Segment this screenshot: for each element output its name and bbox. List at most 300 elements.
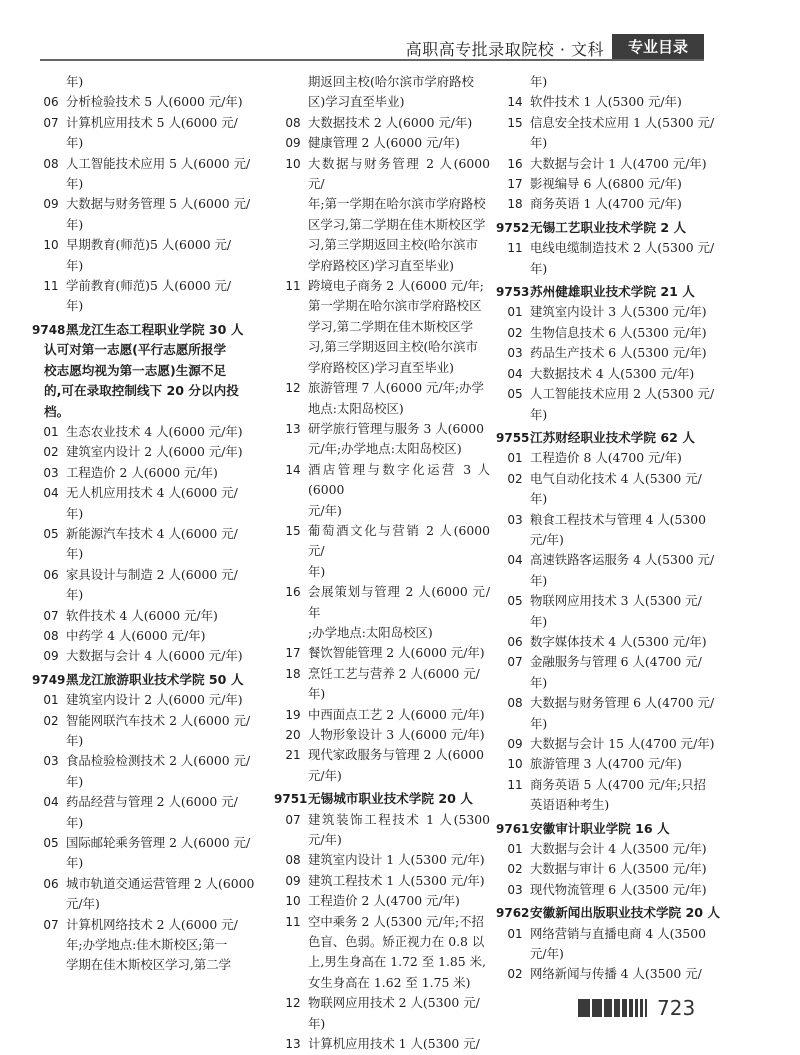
major-code: 06 [43,876,59,891]
major-text: 建筑室内设计 2 人(6000 元/年) [66,444,243,460]
entry-continuation: 年) [530,613,548,629]
major-entry [36,711,274,731]
major-text: 金融服务与管理 6 人(4700 元/ [530,654,702,670]
major-text: 现代物流管理 6 人(3500 元/年) [530,881,707,897]
major-code: 06 [43,567,59,582]
major-code: 02 [43,713,59,728]
major-entry [36,646,274,666]
major-code: 10 [285,894,301,909]
major-entry [500,924,720,944]
admission-note: 认可对第一志愿(平行志愿所报学 [44,342,227,358]
entry-continuation: 女生身高在 1.62 至 1.75 米) [308,974,471,990]
major-text: 大数据与审计 6 人(3500 元/年) [530,861,707,877]
major-code: 05 [507,594,523,609]
major-code: 11 [507,777,523,792]
admission-note: 的,可在录取控制线下 20 分以内投 [44,383,239,399]
major-entry [500,194,720,214]
major-entry [36,92,274,112]
major-entry [500,174,720,194]
entry-continuation: 年;第一学期在哈尔滨市学府路校 [308,196,486,212]
entry-continuation: 年) [308,686,326,702]
major-text: 建筑室内设计 1 人(5300 元/年) [308,852,485,868]
major-code: 07 [285,812,301,827]
school-code: 9749 [32,672,66,687]
major-entry [500,113,720,133]
major-entry [500,154,720,174]
entry-continuation: 年) [66,546,84,562]
school-heading [32,320,274,340]
major-code: 09 [285,873,301,888]
school-code: 9753 [496,285,530,300]
major-text: 家具设计与制造 2 人(6000 元/ [66,566,238,582]
major-code: 17 [507,177,523,192]
major-entry [278,460,490,501]
entry-continuation: 学府路校区)学习直至毕业) [308,359,454,375]
major-text: 城市轨道交通运营管理 2 人(6000 [66,875,255,891]
major-entry [500,302,720,322]
major-entry [500,448,720,468]
major-entry [36,235,274,255]
major-text: 新能源汽车技术 4 人(6000 元/ [66,525,238,541]
entry-continuation: 年) [66,257,84,273]
major-text: 中西面点工艺 2 人(6000 元/年) [308,706,485,722]
entry-continuation: 元/年) [530,531,564,547]
entry-continuation: 年) [308,1015,326,1031]
major-code: 07 [507,655,523,670]
major-entry [36,483,274,503]
major-entry [278,276,490,296]
major-code: 03 [507,882,523,897]
major-code: 07 [43,115,59,130]
entry-continuation: 学习,第二学期在佳木斯校区学 [308,318,474,334]
entry-continuation: 年) [530,74,548,89]
major-entry [36,792,274,812]
footer-bar [622,999,627,1017]
major-text: 网络营销与直播电商 4 人(3500 [530,925,707,941]
school-name: 黑龙江旅游职业技术学院 50 人 [66,671,244,687]
major-entry [36,690,274,710]
major-code: 08 [43,628,59,643]
school-heading [496,428,720,448]
major-text: 中药学 4 人(6000 元/年) [66,627,206,643]
major-code: 08 [285,853,301,868]
entry-continuation: 年) [308,563,326,579]
footer-bar [635,999,638,1017]
major-text: 工程造价 2 人(6000 元/年) [66,464,218,480]
major-entry [36,276,274,296]
major-entry [500,343,720,363]
major-text: 粮食工程技术与管理 4 人(5300 [530,511,707,527]
major-text: 大数据技术 4 人(5300 元/年) [530,365,695,381]
entry-continuation: 年) [66,135,84,151]
major-text: 酒店管理与数字化运营 3 人(6000 [308,461,490,498]
major-text: 大数据技术 2 人(6000 元/年) [308,114,473,130]
major-code: 11 [285,914,301,929]
major-code: 08 [285,115,301,130]
entry-continuation: 期返回主校(哈尔滨市学府路校 [308,74,474,89]
entry-continuation: 学期在佳木斯校区学习,第二学 [66,957,232,973]
major-text: 商务英语 1 人(4700 元/年) [530,196,682,212]
entry-continuation: 年) [66,298,84,314]
major-code: 21 [285,748,301,763]
major-code: 20 [285,728,301,742]
entry-continuation: 元/年) [66,896,100,912]
major-entry [500,591,720,611]
entry-continuation: 年;办学地点:佳木斯校区;第一 [66,937,228,953]
entry-continuation: ;办学地点:太阳岛校区) [308,624,433,640]
major-entry [278,891,490,911]
major-text: 工程造价 8 人(4700 元/年) [530,450,682,466]
major-code: 01 [43,693,59,708]
major-entry [278,745,490,765]
major-code: 11 [285,279,301,294]
major-entry [500,693,720,713]
major-entry [500,734,720,754]
major-text: 计算机网络技术 2 人(6000 元/ [66,916,238,932]
major-code: 15 [285,523,301,538]
major-text: 软件技术 1 人(5300 元/年) [530,94,682,110]
school-code: 9752 [496,220,530,235]
major-text: 大数据与会计 1 人(4700 元/年) [530,155,707,171]
entry-continuation: 年) [66,773,84,789]
entry-continuation: 年) [66,216,84,232]
school-heading [496,903,721,923]
major-code: 05 [507,387,523,402]
major-code: 03 [507,512,523,527]
major-code: 03 [43,465,59,480]
entry-continuation: 地点:太阳岛校区) [308,400,404,416]
entry-continuation: 区)学习直至毕业) [308,94,405,110]
major-code: 02 [507,862,523,877]
major-code: 17 [285,646,301,661]
major-entry [278,113,490,133]
footer-bar [592,999,602,1017]
major-text: 高速铁路客运服务 4 人(5300 元/ [530,552,715,568]
entry-continuation: 色盲、色弱。矫正视力在 0.8 以 [308,934,485,950]
major-code: 14 [507,95,523,110]
major-code: 09 [285,136,301,151]
school-name: 黑龙江生态工程职业学院 30 人 [66,321,244,337]
major-entry [278,419,490,439]
major-entry [500,964,720,984]
major-text: 计算机应用技术 1 人(5300 元/ [308,1036,480,1052]
section-badge: 专业目录 [612,34,704,60]
major-entry [278,993,490,1013]
major-entry [500,469,720,489]
major-code: 07 [43,917,59,932]
major-text: 网络新闻与传播 4 人(3500 元/ [530,966,702,982]
major-text: 软件技术 4 人(6000 元/年) [66,607,218,623]
major-entry [278,912,490,932]
entry-continuation: 学府路校区)学习直至毕业) [308,257,454,273]
entry-continuation: 年) [66,505,84,521]
major-entry [36,422,274,442]
major-code: 09 [43,649,59,664]
major-code: 18 [285,666,301,681]
major-entry [278,705,490,725]
major-text: 人工智能技术应用 2 人(5300 元/ [530,386,715,402]
major-code: 01 [507,842,523,857]
major-text: 会展策划与管理 2 人(6000 元/年 [308,584,490,620]
entry-continuation: 习,第三学期返回主校(哈尔滨市 [308,237,478,253]
major-text: 旅游管理 3 人(4700 元/年) [530,756,682,772]
page-header [0,0,800,62]
major-entry [500,859,720,879]
major-text: 食品检验检测技术 2 人(6000 元/ [66,753,251,769]
school-name: 无锡工艺职业技术学院 2 人 [530,219,687,235]
major-text: 建筑室内设计 3 人(5300 元/年) [530,304,707,320]
major-text: 建筑工程技术 1 人(5300 元/年) [308,872,485,888]
school-name: 江苏财经职业技术学院 62 人 [530,429,695,445]
major-entry [500,364,720,384]
major-entry [278,1034,490,1054]
footer-bar [578,999,590,1017]
major-code: 10 [43,238,59,253]
major-text: 影视编导 6 人(6800 元/年) [530,176,682,192]
school-code: 9751 [274,792,308,807]
major-text: 商务英语 5 人(4700 元/年;只招 [530,776,706,792]
entry-continuation: 元/年) [530,946,564,962]
column-left [32,72,274,976]
major-code: 13 [285,1037,301,1052]
major-entry [278,810,490,851]
school-heading [274,789,490,809]
school-name: 无锡城市职业技术学院 20 人 [308,791,473,807]
entry-continuation: 年) [66,587,84,603]
school-heading [496,218,720,238]
major-entry [500,652,720,672]
major-text: 现代家政服务与管理 2 人(6000 [308,747,485,763]
major-code: 12 [285,996,301,1011]
major-text: 建筑装饰工程技术 1 人(5300 元/年) [308,811,490,848]
entry-continuation: 年) [66,855,84,871]
major-code: 04 [507,366,523,381]
school-code: 9755 [496,430,530,445]
entry-continuation: 元/年) [308,767,342,783]
entry-continuation: 年) [530,406,548,422]
entry-continuation: 第一学期在哈尔滨市学府路校区 [308,298,482,314]
major-entry [278,154,490,195]
major-text: 烹饪工艺与营养 2 人(6000 元/ [308,665,480,681]
page-number: 723 [657,996,696,1020]
entry-continuation: 年) [530,260,548,276]
entry-continuation: 年) [530,715,548,731]
major-text: 分析检验技术 5 人(6000 元/年) [66,94,243,110]
entry-continuation: 年) [530,491,548,507]
major-entry [278,643,490,663]
major-entry [278,521,490,562]
entry-continuation: 年) [530,135,548,151]
major-entry [278,133,490,153]
admission-note: 档。 [44,403,70,419]
major-text: 空中乘务 2 人(5300 元/年;不招 [308,913,484,929]
major-text: 物联网应用技术 3 人(5300 元/ [530,593,702,609]
major-text: 人工智能技术应用 5 人(6000 元/ [66,155,251,171]
major-entry [500,632,720,652]
major-text: 电线电缆制造技术 2 人(5300 元/ [530,240,715,256]
entry-continuation: 年) [530,572,548,588]
school-name: 苏州健雄职业技术学院 21 人 [530,284,695,300]
major-code: 02 [507,325,523,340]
major-entry [36,565,274,585]
major-entry [500,323,720,343]
school-code: 9748 [32,322,66,337]
entry-continuation: 年) [530,674,548,690]
major-text: 生态农业技术 4 人(6000 元/年) [66,423,243,439]
major-entry [500,384,720,404]
major-code: 01 [43,424,59,439]
major-text: 药品生产技术 6 人(5300 元/年) [530,345,707,361]
major-code: 01 [507,305,523,320]
major-text: 跨境电子商务 2 人(6000 元/年; [308,278,484,294]
major-text: 大数据与会计 4 人(3500 元/年) [530,841,707,857]
major-code: 11 [507,241,523,256]
school-code: 9761 [496,821,530,836]
school-heading [496,282,720,302]
entry-continuation: 元/年) [308,502,342,518]
major-code: 11 [43,279,59,294]
major-text: 智能网联汽车技术 2 人(6000 元/ [66,712,251,728]
footer-bar [640,999,643,1017]
major-entry [500,839,720,859]
major-text: 数字媒体技术 4 人(5300 元/年) [530,633,707,649]
footer-bar [645,999,647,1017]
major-text: 早期教育(师范)5 人(6000 元/ [66,237,232,253]
entry-continuation: 年) [66,74,84,89]
major-code: 02 [507,967,523,982]
entry-continuation: 英语语种考生) [530,797,610,813]
major-entry [500,754,720,774]
major-code: 03 [43,754,59,769]
entry-continuation: 年) [66,733,84,748]
major-text: 餐饮智能管理 2 人(6000 元/年) [308,645,485,661]
major-code: 19 [285,707,301,722]
major-text: 大数据与财务管理 5 人(6000 元/ [66,196,251,212]
major-code: 12 [285,381,301,396]
major-code: 04 [43,486,59,501]
major-entry [36,113,274,133]
major-code: 05 [43,526,59,541]
school-name: 安徽审计职业学院 16 人 [530,820,670,836]
major-text: 研学旅行管理与服务 3 人(6000 [308,420,485,436]
major-code: 16 [285,585,301,600]
school-heading [32,670,274,690]
major-code: 15 [507,115,523,130]
major-entry [36,833,274,853]
major-entry [36,874,274,894]
major-code: 05 [43,836,59,851]
major-entry [36,463,274,483]
major-text: 工程造价 2 人(4700 元/年) [308,893,460,909]
entry-continuation: 年) [66,176,84,192]
major-code: 10 [285,156,301,171]
major-entry [36,194,274,214]
footer-bar [604,999,612,1017]
major-code: 13 [285,421,301,436]
major-entry [500,510,720,530]
major-code: 02 [507,471,523,486]
major-code: 09 [507,737,523,751]
major-text: 大数据与财务管理 6 人(4700 元/ [530,695,715,711]
major-entry [278,725,490,745]
major-code: 01 [507,926,523,941]
major-entry [278,871,490,891]
major-code: 16 [507,156,523,171]
major-text: 大数据与财务管理 2 人(6000 元/ [308,155,490,192]
major-entry [36,154,274,174]
footer-bar [614,999,620,1017]
major-code: 03 [507,346,523,361]
major-text: 国际邮轮乘务管理 2 人(6000 元/ [66,835,251,851]
major-code: 07 [43,608,59,623]
major-entry [36,751,274,771]
major-text: 物联网应用技术 2 人(5300 元/ [308,995,480,1011]
major-code: 09 [43,197,59,212]
school-code: 9762 [496,906,530,921]
major-code: 06 [507,634,523,649]
entry-continuation: 年) [66,814,84,830]
major-code: 14 [285,462,301,477]
major-entry [278,378,490,398]
major-text: 旅游管理 7 人(6000 元/年;办学 [308,380,484,396]
major-entry [500,880,720,900]
major-entry [36,442,274,462]
entry-continuation: 元/年;办学地点:太阳岛校区) [308,441,462,457]
footer-bar [629,999,633,1017]
major-code: 10 [507,757,523,772]
admission-note: 校志愿均视为第一志愿)生源不足 [44,362,227,378]
page-footer [578,996,695,1020]
entry-continuation: 上,男生身高在 1.72 至 1.85 米, [308,954,486,970]
column-right [496,72,721,985]
major-text: 人物形象设计 3 人(6000 元/年) [308,727,485,742]
major-entry [500,92,720,112]
major-entry [500,238,720,258]
major-code: 02 [43,445,59,460]
major-entry [36,524,274,544]
major-text: 大数据与会计 4 人(6000 元/年) [66,648,243,664]
major-text: 药品经营与管理 2 人(6000 元/ [66,794,238,810]
major-text: 健康管理 2 人(6000 元/年) [308,135,460,151]
major-entry [36,915,274,935]
major-text: 建筑室内设计 2 人(6000 元/年) [66,692,243,708]
major-code: 08 [43,156,59,171]
major-code: 08 [507,696,523,711]
header-rule [40,59,704,61]
major-text: 无人机应用技术 4 人(6000 元/ [66,485,238,501]
header-title: 高职高专批录取院校 · 文科 [405,40,604,59]
major-text: 葡萄酒文化与营销 2 人(6000 元/ [308,522,490,559]
major-text: 计算机应用技术 5 人(6000 元/ [66,114,238,130]
major-code: 04 [507,553,523,568]
major-entry [36,606,274,626]
major-entry [36,626,274,646]
major-entry [278,850,490,870]
major-code: 01 [507,451,523,466]
column-middle [274,72,490,1055]
major-text: 学前教育(师范)5 人(6000 元/ [66,278,232,294]
major-text: 生物信息技术 6 人(5300 元/年) [530,324,707,340]
major-text: 大数据与会计 15 人(4700 元/年) [530,736,715,751]
school-name: 安徽新闻出版职业技术学院 20 人 [530,905,721,921]
major-entry [278,582,490,623]
major-entry [500,550,720,570]
major-code: 18 [507,197,523,212]
major-code: 04 [43,795,59,810]
major-code: 06 [43,95,59,110]
major-text: 电气自动化技术 4 人(5300 元/ [530,470,702,486]
major-entry [278,664,490,684]
